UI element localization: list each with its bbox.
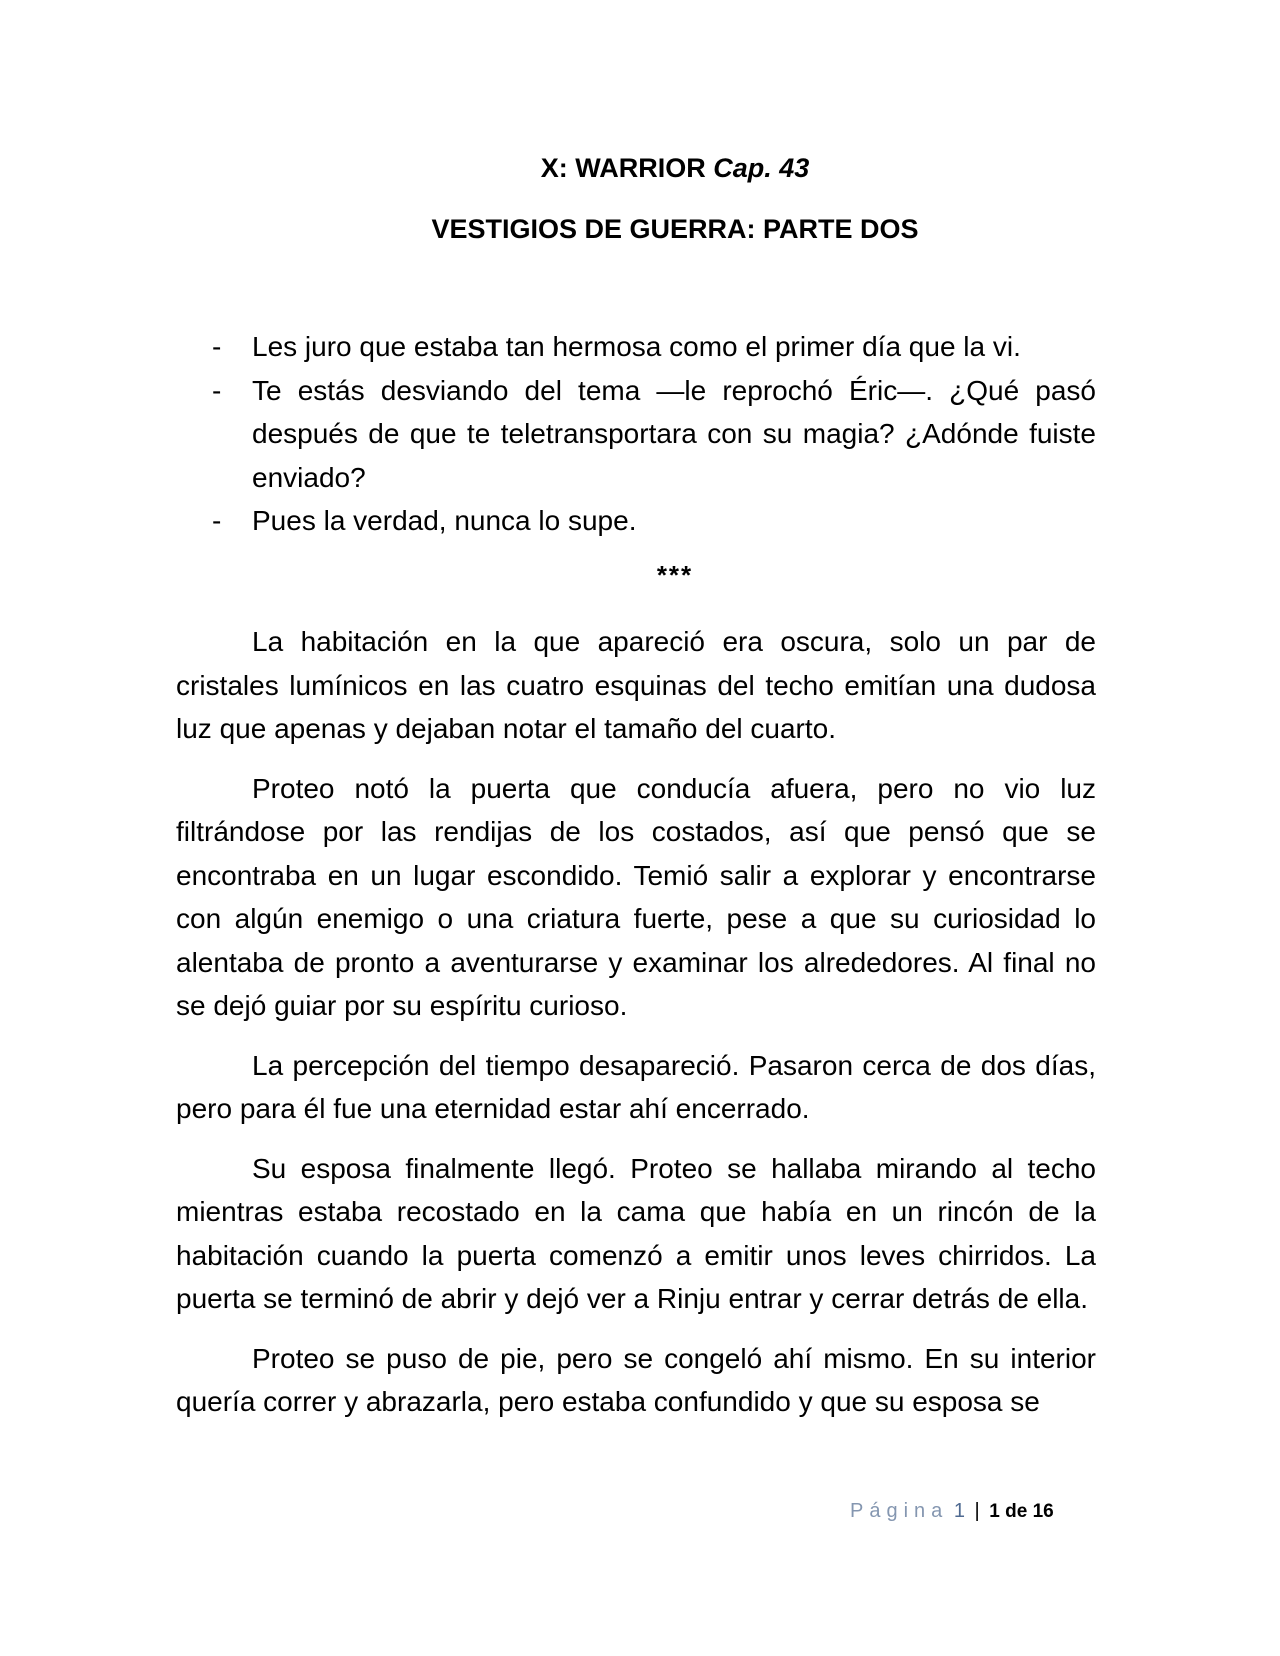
dialogue-dash: - — [212, 505, 222, 536]
paragraph: Su esposa finalmente llegó. Proteo se hallaba mirando al techo mientras estaba recostado en la cama que había en un rincón de la habitación cuando la puerta comenzó a emitir unos leves chirridos. La puerta se terminó de abrir y dejó ver a Rinju entrar y cerrar detrás de ella. — [176, 1152, 1096, 1314]
dialogue-line — [176, 325, 1096, 369]
dialogue-text: Pues la verdad, nunca lo supe. — [252, 505, 637, 536]
footer-separator: | — [974, 1500, 980, 1522]
dialogue-line — [176, 499, 1096, 543]
paragraph: Proteo notó la puerta que conducía afuera, pero no vio luz filtrándose por las rendijas de los costados, así que pensó que se encontraba en un lugar escondido. Temió salir a explorar y encontrarse con algún enemigo o una criatura fuerte, pese a que su curiosidad lo alentaba de pronto a aventurarse y examinar los alrededores. Al final no se dejó guiar por su espíritu curioso. — [176, 772, 1096, 1021]
chapter-number: Cap. 43 — [713, 153, 810, 183]
dialogue-list — [176, 325, 1096, 543]
dialogue-text: Les juro que estaba tan hermosa como el primer día que la vi. — [252, 331, 1021, 362]
paragraph: La percepción del tiempo desapareció. Pasaron cerca de dos días, pero para él fue una eternidad estar ahí encerrado. — [176, 1049, 1096, 1124]
paragraph: La habitación en la que apareció era oscura, solo un par de cristales lumínicos en las cuatro esquinas del techo emitían una dudosa luz que apenas y dejaban notar el tamaño del cuarto. — [176, 626, 1096, 744]
page-label: Página — [850, 1500, 949, 1522]
paragraph: Proteo se puso de pie, pero se congeló ahí mismo. En su interior quería correr y abrazarla, pero estaba confundido y que su esposa se — [176, 1342, 1096, 1417]
chapter-subtitle: VESTIGIOS DE GUERRA: PARTE DOS — [431, 214, 919, 244]
page-total: 1 de 16 — [989, 1501, 1054, 1522]
dialogue-text: Te estás desviando del tema —le reprochó Éric—. ¿Qué pasó después de que te teletransportara con su magia? ¿Adónde fuiste enviado? — [252, 374, 1096, 493]
page-number: 1 — [953, 1500, 965, 1522]
book-title: X: WARRIOR — [540, 153, 706, 183]
dialogue-line — [176, 369, 1096, 500]
page-footer — [850, 1498, 1110, 1525]
dialogue-dash: - — [212, 374, 222, 406]
dialogue-dash: - — [212, 331, 222, 362]
scene-separator: *** — [656, 560, 694, 590]
chapter-title — [0, 151, 1280, 185]
prose-body — [176, 620, 1096, 1440]
